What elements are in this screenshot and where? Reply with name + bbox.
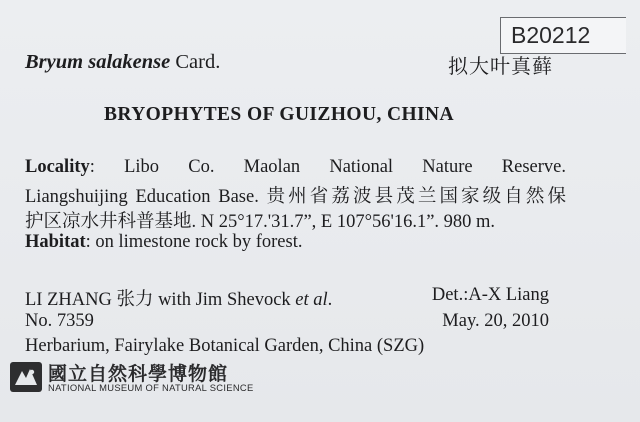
herbarium-line: Herbarium, Fairylake Botanical Garden, China (SZG)	[25, 336, 425, 356]
locality-label: Locality	[25, 157, 90, 177]
habitat-text: : on limestone rock by forest.	[85, 232, 303, 252]
habitat-line	[25, 232, 302, 253]
species-author: Card.	[170, 51, 221, 73]
collector-name: LI ZHANG 张力 with Jim Shevock	[25, 290, 296, 310]
catalog-code: B20212	[500, 17, 626, 54]
museum-name-english: NATIONAL MUSEUM OF NATURAL SCIENCE	[48, 382, 254, 393]
species-chinese-name: 拟大叶真藓	[448, 56, 553, 78]
locality-line-3: 护区凉水井科普基地. N 25°17.'31.7”, E 107°56'16.1”. 980 m.	[25, 212, 496, 232]
locality-line-1	[25, 157, 566, 178]
collection-number: No. 7359	[25, 311, 94, 331]
museum-name-chinese: 國立自然科學博物館	[48, 363, 229, 385]
museum-logo-icon	[10, 362, 42, 392]
locality-line-2: Liangshuijing Education Base. 贵州省荔波县茂兰国家级自然保	[25, 187, 566, 207]
collection-heading: BRYOPHYTES OF GUIZHOU, CHINA	[104, 104, 454, 125]
collector-line	[25, 285, 332, 311]
museum-watermark	[10, 360, 270, 400]
determiner: Det.:A-X Liang	[431, 285, 549, 305]
collector-period: .	[327, 290, 333, 310]
collection-date: May. 20, 2010	[442, 311, 549, 331]
species-title	[25, 51, 220, 74]
collector-et-al: et al	[295, 290, 328, 310]
species-name: Bryum salakense	[25, 51, 171, 73]
locality-text-1: : Libo Co. Maolan National Nature Reserve.	[89, 157, 566, 177]
habitat-label: Habitat	[25, 232, 86, 252]
